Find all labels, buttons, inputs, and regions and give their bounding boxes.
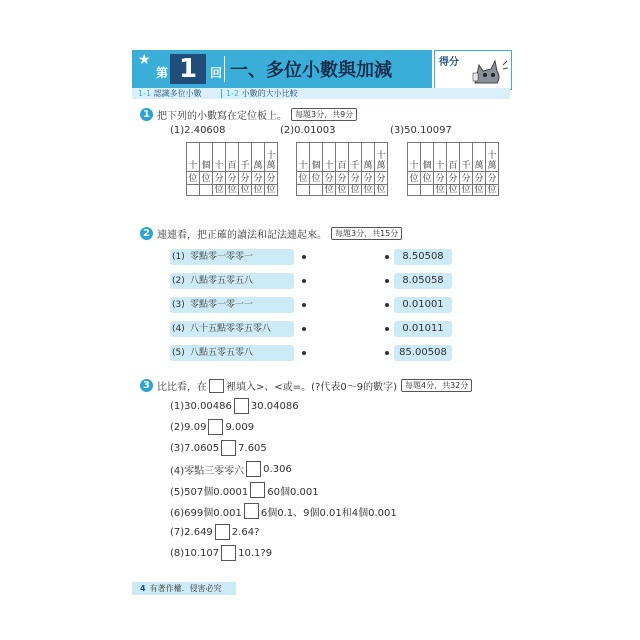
answer-cell[interactable]: 位 (350, 185, 360, 195)
question-3-text-b: 裡填入>、<或=。(?代表0～9的數字) (226, 382, 397, 393)
comparison-left: (8)10.107 (170, 547, 220, 559)
question-2-number: 2 (140, 227, 153, 240)
place-unit-cell: 分 (239, 172, 252, 185)
place-unit-cell: 位 (187, 172, 200, 185)
page-number: 4 (140, 584, 146, 593)
comparison-item (170, 419, 254, 435)
comparison-left: (4)零點三零零六 (170, 465, 245, 477)
reading-option[interactable] (170, 321, 294, 337)
place-unit-cell: 分 (323, 172, 336, 185)
comparison-item (170, 545, 272, 561)
subheader-item-2: 1-2 小數的大小比較 (226, 89, 298, 98)
place-unit-cell: 分 (349, 172, 362, 185)
answer-cell[interactable] (421, 185, 434, 196)
place-name-cell: 十 (297, 143, 310, 172)
subheader-bar (132, 88, 510, 99)
place-unit-cell: 位 (310, 172, 323, 185)
reading-option-number: (2) (172, 276, 185, 286)
place-unit-cell: 分 (460, 172, 473, 185)
place-unit-cell: 位 (408, 172, 421, 185)
place-name-cell: 十 (213, 143, 226, 172)
comparison-left: (7)2.649 (170, 526, 213, 538)
comparison-right: 9.009 (225, 421, 255, 433)
place-name-cell: 個 (421, 143, 434, 172)
comparison-item (170, 503, 397, 519)
answer-cell[interactable] (408, 185, 421, 196)
question-1-heading (140, 107, 357, 122)
reading-option-text: 零點零一零一一 (190, 300, 254, 310)
star-icon: ★ (138, 52, 151, 68)
place-unit-cell: 位 (297, 172, 310, 185)
comparison-answer-box[interactable] (246, 461, 261, 477)
place-value-board[interactable] (296, 142, 388, 196)
comparison-answer-box[interactable] (208, 419, 223, 435)
answer-cell[interactable]: 位 (448, 185, 458, 195)
place-name-cell: 千 (239, 143, 252, 172)
comparison-left: (5)507個0.0001 (170, 486, 249, 498)
question-3-text-a: 比比看，在 (157, 382, 207, 393)
place-name-cell: 十 (408, 143, 421, 172)
place-unit-cell: 分 (252, 172, 265, 185)
reading-option-text: 八點零五零五八 (190, 276, 254, 286)
mascot-icon (469, 57, 509, 89)
question-2-heading (140, 226, 402, 241)
q1-number-2: (2)0.01003 (280, 125, 336, 136)
comparison-item (170, 398, 299, 414)
comparison-item (170, 440, 267, 456)
place-name-cell: 萬 (362, 143, 375, 172)
reading-option-number: (3) (172, 300, 185, 310)
answer-cell[interactable]: 位 (487, 185, 497, 195)
episode-suffix: 回 (210, 66, 223, 80)
comparison-left: (6)699個0.001 (170, 507, 242, 519)
place-name-cell: 十 (323, 143, 336, 172)
number-option[interactable]: 8.50508 (394, 249, 452, 265)
reading-option-number: (1) (172, 252, 185, 262)
connector-dot[interactable] (302, 279, 306, 283)
place-unit-cell: 分 (473, 172, 486, 185)
answer-cell[interactable]: 位 (266, 185, 276, 195)
number-option[interactable]: 0.01001 (394, 297, 452, 313)
answer-cell[interactable] (310, 185, 323, 196)
answer-cell[interactable]: 位 (253, 185, 263, 195)
place-name-cell: 千 (349, 143, 362, 172)
reading-option-text: 零點零一零零一 (190, 252, 254, 262)
place-name-cell: 十 (434, 143, 447, 172)
place-unit-cell: 分 (447, 172, 460, 185)
title-banner (132, 50, 432, 88)
place-value-board[interactable] (186, 142, 278, 196)
comparison-right: 10.1?9 (238, 547, 273, 559)
question-1-points: 每題3分，共9分 (291, 108, 357, 121)
question-3-points: 每題4分，共32分 (401, 379, 472, 392)
subheader-item-1: 1-1 認識多位小數 (138, 89, 202, 98)
comparison-answer-box[interactable] (250, 482, 265, 498)
reading-option[interactable] (170, 273, 294, 289)
reading-option[interactable] (170, 249, 294, 265)
comparison-answer-box[interactable] (244, 503, 259, 519)
connector-dot[interactable] (302, 351, 306, 355)
answer-cell[interactable]: 位 (240, 185, 250, 195)
comparison-right: 30.04086 (250, 400, 299, 412)
comparison-left: (3)7.0605 (170, 442, 220, 454)
place-name-cell: 個 (310, 143, 323, 172)
connector-dot[interactable] (385, 255, 389, 259)
question-1-text: 把下列的小數寫在定位板上。 (157, 111, 287, 122)
place-name-cell: 個 (200, 143, 213, 172)
place-unit-cell: 分 (362, 172, 375, 185)
copyright-text: 有著作權．侵害必究 (149, 584, 222, 593)
connector-dot[interactable] (302, 255, 306, 259)
comparison-left: (2)9.09 (170, 421, 207, 433)
place-unit-cell: 位 (200, 172, 213, 185)
question-1-number: 1 (140, 108, 153, 121)
place-unit-cell: 分 (213, 172, 226, 185)
episode-number: 1 (170, 54, 206, 84)
q1-number-3: (3)50.10097 (390, 125, 452, 136)
comparison-answer-box[interactable] (221, 545, 236, 561)
answer-cell[interactable]: 位 (214, 185, 224, 195)
place-name-cell: 十萬 (265, 143, 278, 172)
place-unit-cell: 分 (434, 172, 447, 185)
connector-dot[interactable] (385, 351, 389, 355)
place-unit-cell: 分 (336, 172, 349, 185)
place-name-cell: 十萬 (486, 143, 499, 172)
comparison-right: 60個0.001 (267, 486, 319, 498)
comparison-answer-box[interactable] (215, 524, 230, 540)
episode-prefix: 第 (156, 66, 169, 80)
comparison-item (170, 524, 259, 540)
place-value-board[interactable] (407, 142, 499, 196)
comparison-left: (1)30.00486 (170, 400, 232, 412)
subheader-divider (221, 89, 222, 98)
page-footer (132, 582, 236, 595)
comparison-answer-box[interactable] (221, 440, 236, 456)
number-option[interactable]: 0.01011 (394, 321, 452, 337)
answer-cell[interactable]: 位 (461, 185, 471, 195)
answer-cell[interactable]: 位 (363, 185, 373, 195)
answer-cell[interactable]: 位 (324, 185, 334, 195)
answer-cell[interactable]: 位 (227, 185, 237, 195)
comparison-item (170, 482, 319, 498)
place-name-cell: 十 (187, 143, 200, 172)
banner-divider (224, 56, 225, 82)
score-label: 得分 (439, 57, 459, 68)
place-unit-cell: 分 (265, 172, 278, 185)
reading-option-number: (5) (172, 348, 185, 358)
comparison-right: 6個0.1、9個0.01和4個0.001 (260, 507, 397, 519)
place-unit-cell: 位 (421, 172, 434, 185)
place-name-cell: 百 (336, 143, 349, 172)
question-2-text: 連連看，把正確的讀法和記法連起來。 (157, 230, 327, 241)
answer-cell[interactable] (187, 185, 200, 196)
connector-dot[interactable] (385, 327, 389, 331)
place-name-cell: 十萬 (375, 143, 388, 172)
number-option[interactable]: 85.00508 (394, 345, 452, 361)
connector-dot[interactable] (302, 327, 306, 331)
place-name-cell: 千 (460, 143, 473, 172)
answer-cell[interactable] (297, 185, 310, 196)
workbook-page (132, 40, 510, 600)
comparison-right: 2.64? (231, 526, 260, 538)
question-3-number: 3 (140, 379, 153, 392)
place-name-cell: 萬 (473, 143, 486, 172)
answer-cell[interactable]: 位 (435, 185, 445, 195)
place-unit-cell: 分 (226, 172, 239, 185)
number-option[interactable]: 8.05058 (394, 273, 452, 289)
answer-cell[interactable]: 位 (474, 185, 484, 195)
answer-cell[interactable]: 位 (376, 185, 386, 195)
place-name-cell: 百 (447, 143, 460, 172)
comparison-right: 7.605 (238, 442, 267, 454)
reading-option[interactable] (170, 345, 294, 361)
answer-cell[interactable]: 位 (337, 185, 347, 195)
reading-option-number: (4) (172, 324, 185, 334)
comparison-item (170, 461, 292, 477)
comparison-right: 0.306 (263, 463, 292, 475)
reading-option[interactable] (170, 297, 294, 313)
connector-dot[interactable] (302, 303, 306, 307)
place-name-cell: 百 (226, 143, 239, 172)
q1-number-1: (1)2.40608 (170, 125, 226, 136)
reading-option-text: 八點五零五零八 (190, 348, 254, 358)
question-2-points: 每題3分，共15分 (331, 227, 402, 240)
question-3-heading (140, 378, 472, 393)
place-name-cell: 萬 (252, 143, 265, 172)
place-unit-cell: 分 (375, 172, 388, 185)
place-unit-cell: 分 (486, 172, 499, 185)
reading-option-text: 八十五點零零五零八 (190, 324, 272, 334)
score-box (434, 50, 512, 90)
answer-cell[interactable] (200, 185, 213, 196)
connector-dot[interactable] (385, 279, 389, 283)
connector-dot[interactable] (385, 303, 389, 307)
comparison-answer-box[interactable] (234, 398, 249, 414)
page-title: 一、多位小數與加減 (230, 60, 392, 81)
answer-box-icon (209, 379, 224, 393)
